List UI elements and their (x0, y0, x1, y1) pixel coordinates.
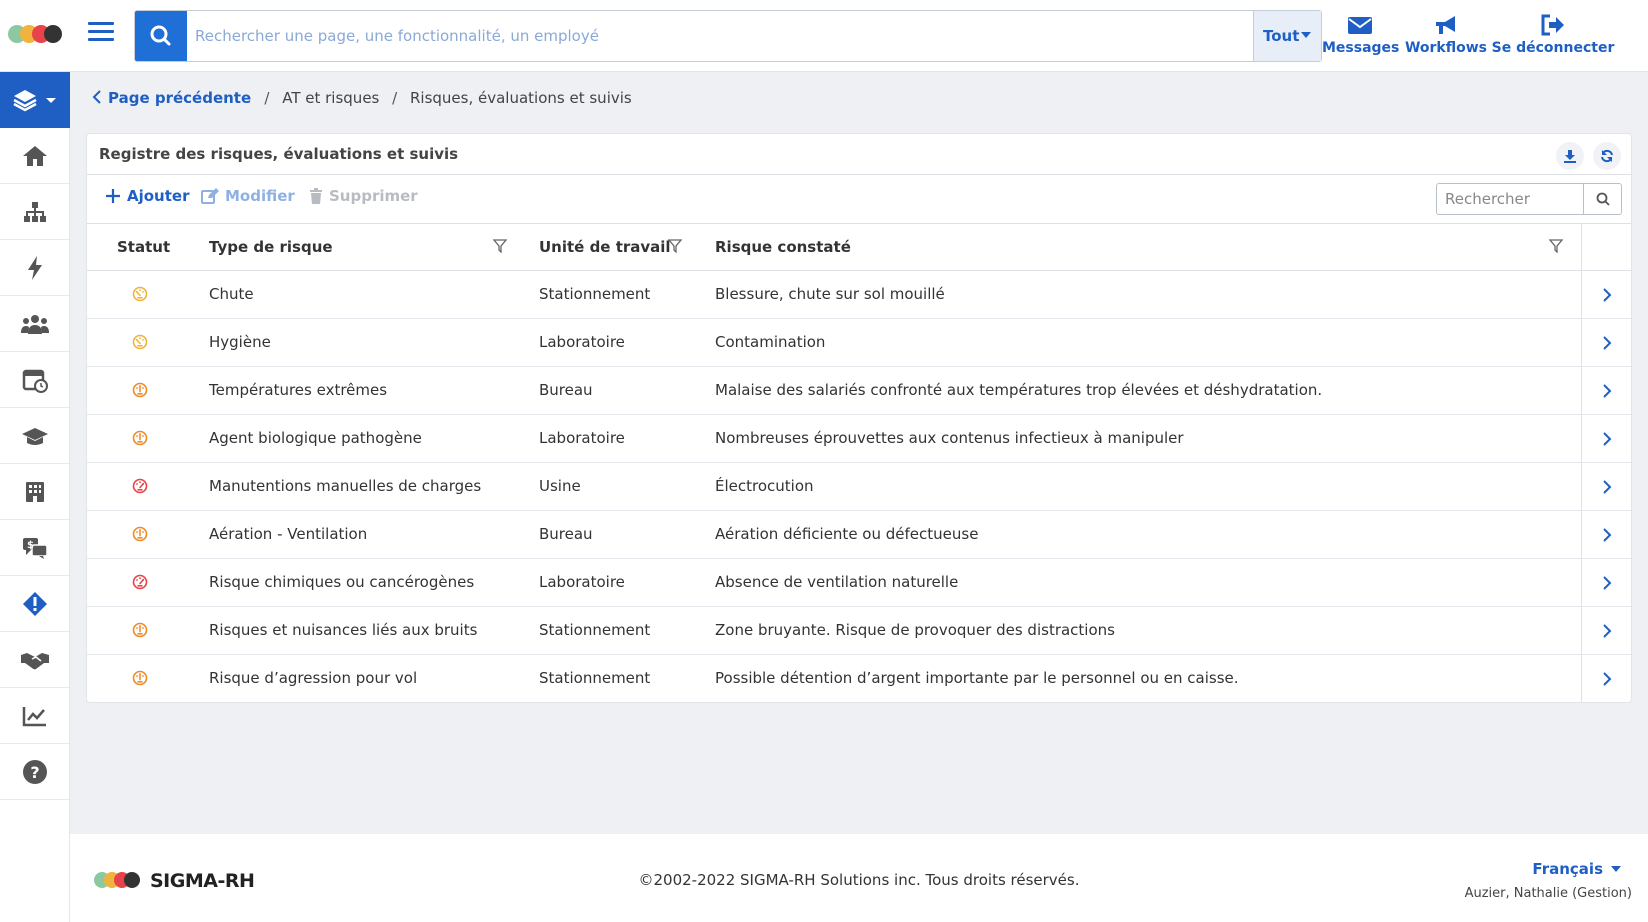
status-gauge-icon (132, 382, 148, 398)
work-unit-cell: Stationnement (539, 285, 651, 303)
column-header-work-unit[interactable]: Unité de travail (539, 238, 671, 256)
column-header-risk-type[interactable]: Type de risque (209, 238, 333, 256)
row-open-button[interactable] (1581, 607, 1631, 654)
layers-icon (12, 87, 38, 113)
risk-type-cell: Risque chimiques ou cancérogènes (209, 573, 475, 591)
sidebar-item-compensation[interactable] (0, 520, 70, 576)
sidebar-item-time[interactable] (0, 352, 70, 408)
risk-type-cell: Aération - Ventilation (209, 525, 368, 543)
money-chat-icon (21, 536, 49, 560)
risk-type-cell: Chute (209, 285, 254, 303)
language-selector[interactable] (1532, 860, 1621, 878)
sidebar-item-events[interactable] (0, 240, 70, 296)
panel-toolbar (87, 175, 1631, 223)
row-open-button[interactable] (1581, 463, 1631, 510)
risk-found-cell: Blessure, chute sur sol mouillé (715, 285, 945, 303)
global-search-input[interactable] (195, 11, 1255, 61)
panel-title: Registre des risques, évaluations et suivis (99, 145, 459, 163)
workflows-button[interactable] (1404, 14, 1488, 62)
work-unit-cell: Usine (539, 477, 581, 495)
add-button[interactable] (105, 187, 189, 205)
global-search (134, 10, 1322, 62)
filter-icon[interactable] (1549, 239, 1563, 253)
logout-label: Se déconnecter (1491, 40, 1615, 56)
breadcrumb-level-2: Risques, évaluations et suivis (410, 89, 632, 107)
help-circle-icon (22, 759, 48, 785)
people-icon (21, 313, 49, 335)
row-open-button[interactable] (1581, 559, 1631, 606)
row-open-button[interactable] (1581, 655, 1631, 702)
chevron-down-icon (45, 97, 57, 105)
envelope-icon (1347, 14, 1373, 36)
chevron-right-icon (1602, 624, 1612, 638)
table-search (1436, 183, 1622, 215)
risk-type-cell: Températures extrêmes (209, 381, 388, 399)
table-row[interactable] (87, 367, 1631, 415)
risk-found-cell: Absence de ventilation naturelle (715, 573, 959, 591)
module-switcher[interactable] (0, 72, 70, 128)
chart-line-icon (22, 705, 48, 727)
svg-text:?: ? (30, 762, 40, 782)
chevron-down-icon (1611, 866, 1621, 872)
chevron-right-icon (1602, 480, 1612, 494)
row-open-button[interactable] (1581, 415, 1631, 462)
svg-text:$: $ (27, 539, 34, 551)
risk-register-panel (86, 133, 1632, 703)
search-scope-dropdown[interactable] (1253, 11, 1321, 61)
sidebar-item-help[interactable] (0, 744, 70, 800)
search-icon (1596, 192, 1610, 206)
risk-type-cell: Risque d’agression pour vol (209, 669, 418, 687)
language-label: Français (1532, 860, 1603, 878)
sidebar-item-risks[interactable] (0, 576, 70, 632)
risk-found-cell: Électrocution (715, 477, 814, 495)
table-row[interactable] (87, 271, 1631, 319)
messages-label: Messages (1322, 40, 1400, 56)
row-open-button[interactable] (1581, 271, 1631, 318)
lightning-icon (25, 255, 45, 281)
risk-found-cell: Zone bruyante. Risque de provoquer des distractions (715, 621, 1115, 639)
edit-button[interactable] (201, 187, 295, 205)
chevron-right-icon (1602, 576, 1612, 590)
work-unit-cell: Laboratoire (539, 429, 625, 447)
logout-button[interactable] (1490, 14, 1616, 62)
risk-found-cell: Possible détention d’argent importante par le personnel ou en caisse. (715, 669, 1239, 687)
add-label: Ajouter (127, 187, 190, 205)
panel-actions (1552, 142, 1621, 170)
table-row[interactable] (87, 319, 1631, 367)
status-gauge-icon (132, 526, 148, 542)
table-body (87, 271, 1631, 703)
row-open-button[interactable] (1581, 367, 1631, 414)
plus-icon (105, 188, 121, 204)
handshake-icon (20, 649, 50, 671)
risk-found-cell: Nombreuses éprouvettes aux contenus infectieux à manipuler (715, 429, 1184, 447)
chevron-right-icon (1602, 672, 1612, 686)
messages-button[interactable] (1322, 14, 1398, 62)
breadcrumb-back-link[interactable] (92, 89, 256, 107)
chevron-right-icon (1602, 528, 1612, 542)
work-unit-cell: Stationnement (539, 621, 651, 639)
filter-icon[interactable] (493, 239, 507, 253)
chevron-right-icon (1602, 288, 1612, 302)
risk-found-cell: Contamination (715, 333, 826, 351)
sidebar (0, 72, 70, 922)
row-open-button[interactable] (1581, 319, 1631, 366)
column-header-risk-found[interactable]: Risque constaté (715, 238, 851, 256)
breadcrumb (92, 84, 632, 112)
risk-found-cell: Malaise des salariés confronté aux températures trop élevées et déshydratation. (715, 381, 1323, 399)
sidebar-item-employees[interactable] (0, 296, 70, 352)
work-unit-cell: Stationnement (539, 669, 651, 687)
table-row[interactable] (87, 511, 1631, 559)
sign-out-icon (1540, 14, 1566, 36)
table-search-button[interactable] (1583, 184, 1621, 214)
delete-label: Supprimer (329, 187, 418, 205)
table-search-input[interactable] (1437, 184, 1585, 214)
download-button[interactable] (1556, 142, 1584, 170)
current-user: Auzier, Nathalie (Gestion) (1464, 886, 1632, 901)
graduation-cap-icon (21, 425, 49, 447)
table-row[interactable] (87, 559, 1631, 607)
breadcrumb-level-1[interactable]: AT et risques (282, 89, 380, 107)
hamburger-menu-icon[interactable] (88, 22, 114, 48)
footer (70, 834, 1648, 922)
breadcrumb-back-label: Page précédente (108, 89, 252, 107)
chevron-right-icon (1602, 432, 1612, 446)
table-row[interactable] (87, 415, 1631, 463)
risk-type-cell: Hygiène (209, 333, 271, 351)
calendar-clock-icon (22, 367, 48, 393)
refresh-button[interactable] (1593, 142, 1621, 170)
download-icon (1563, 149, 1577, 163)
sidebar-item-training[interactable] (0, 408, 70, 464)
row-open-button[interactable] (1581, 511, 1631, 558)
chevron-right-icon (1602, 384, 1612, 398)
risk-type-cell: Manutentions manuelles de charges (209, 477, 482, 495)
search-icon (135, 11, 187, 61)
org-chart-icon (22, 200, 48, 224)
top-bar (0, 0, 1648, 72)
status-gauge-icon (132, 430, 148, 446)
app-logo[interactable] (8, 24, 64, 44)
refresh-icon (1600, 149, 1614, 163)
search-button[interactable] (135, 11, 187, 61)
search-scope-label: Tout (1263, 27, 1300, 45)
sidebar-item-home[interactable] (0, 128, 70, 184)
risk-found-cell: Aération déficiente ou défectueuse (715, 525, 979, 543)
status-gauge-icon (132, 622, 148, 638)
table-row[interactable] (87, 463, 1631, 511)
work-unit-cell: Bureau (539, 525, 593, 543)
status-gauge-icon (132, 286, 148, 302)
table-header (87, 223, 1631, 271)
work-unit-cell: Laboratoire (539, 573, 625, 591)
trash-icon (309, 188, 323, 204)
workflows-label: Workflows (1404, 40, 1488, 56)
sidebar-item-organization[interactable] (0, 184, 70, 240)
brand-name: SIGMA-RH (150, 870, 255, 892)
actions-column-header (1581, 224, 1631, 270)
warning-diamond-icon (22, 591, 48, 617)
building-icon (23, 480, 47, 504)
column-header-status[interactable]: Statut (117, 238, 171, 256)
breadcrumb-separator: / (264, 89, 270, 107)
delete-button[interactable] (309, 187, 418, 205)
status-gauge-icon (132, 574, 148, 590)
chevron-right-icon (1602, 336, 1612, 350)
work-unit-cell: Laboratoire (539, 333, 625, 351)
sidebar-item-relations[interactable] (0, 632, 70, 688)
filter-icon[interactable] (668, 239, 682, 253)
edit-icon (201, 188, 219, 204)
chevron-left-icon (92, 90, 102, 104)
risk-type-cell: Agent biologique pathogène (209, 429, 422, 447)
status-gauge-icon (132, 334, 148, 350)
work-unit-cell: Bureau (539, 381, 593, 399)
table-row[interactable] (87, 655, 1631, 703)
edit-label: Modifier (225, 187, 295, 205)
status-gauge-icon (132, 670, 148, 686)
megaphone-icon (1433, 14, 1459, 36)
home-icon (22, 144, 48, 168)
sidebar-item-company[interactable] (0, 464, 70, 520)
copyright: ©2002-2022 SIGMA-RH Solutions inc. Tous droits réservés. (638, 871, 1080, 889)
sidebar-item-reports[interactable] (0, 688, 70, 744)
status-gauge-icon (132, 478, 148, 494)
chevron-down-icon (1301, 32, 1311, 38)
risk-type-cell: Risques et nuisances liés aux bruits (209, 621, 478, 639)
table-row[interactable] (87, 607, 1631, 655)
breadcrumb-separator: / (392, 89, 398, 107)
